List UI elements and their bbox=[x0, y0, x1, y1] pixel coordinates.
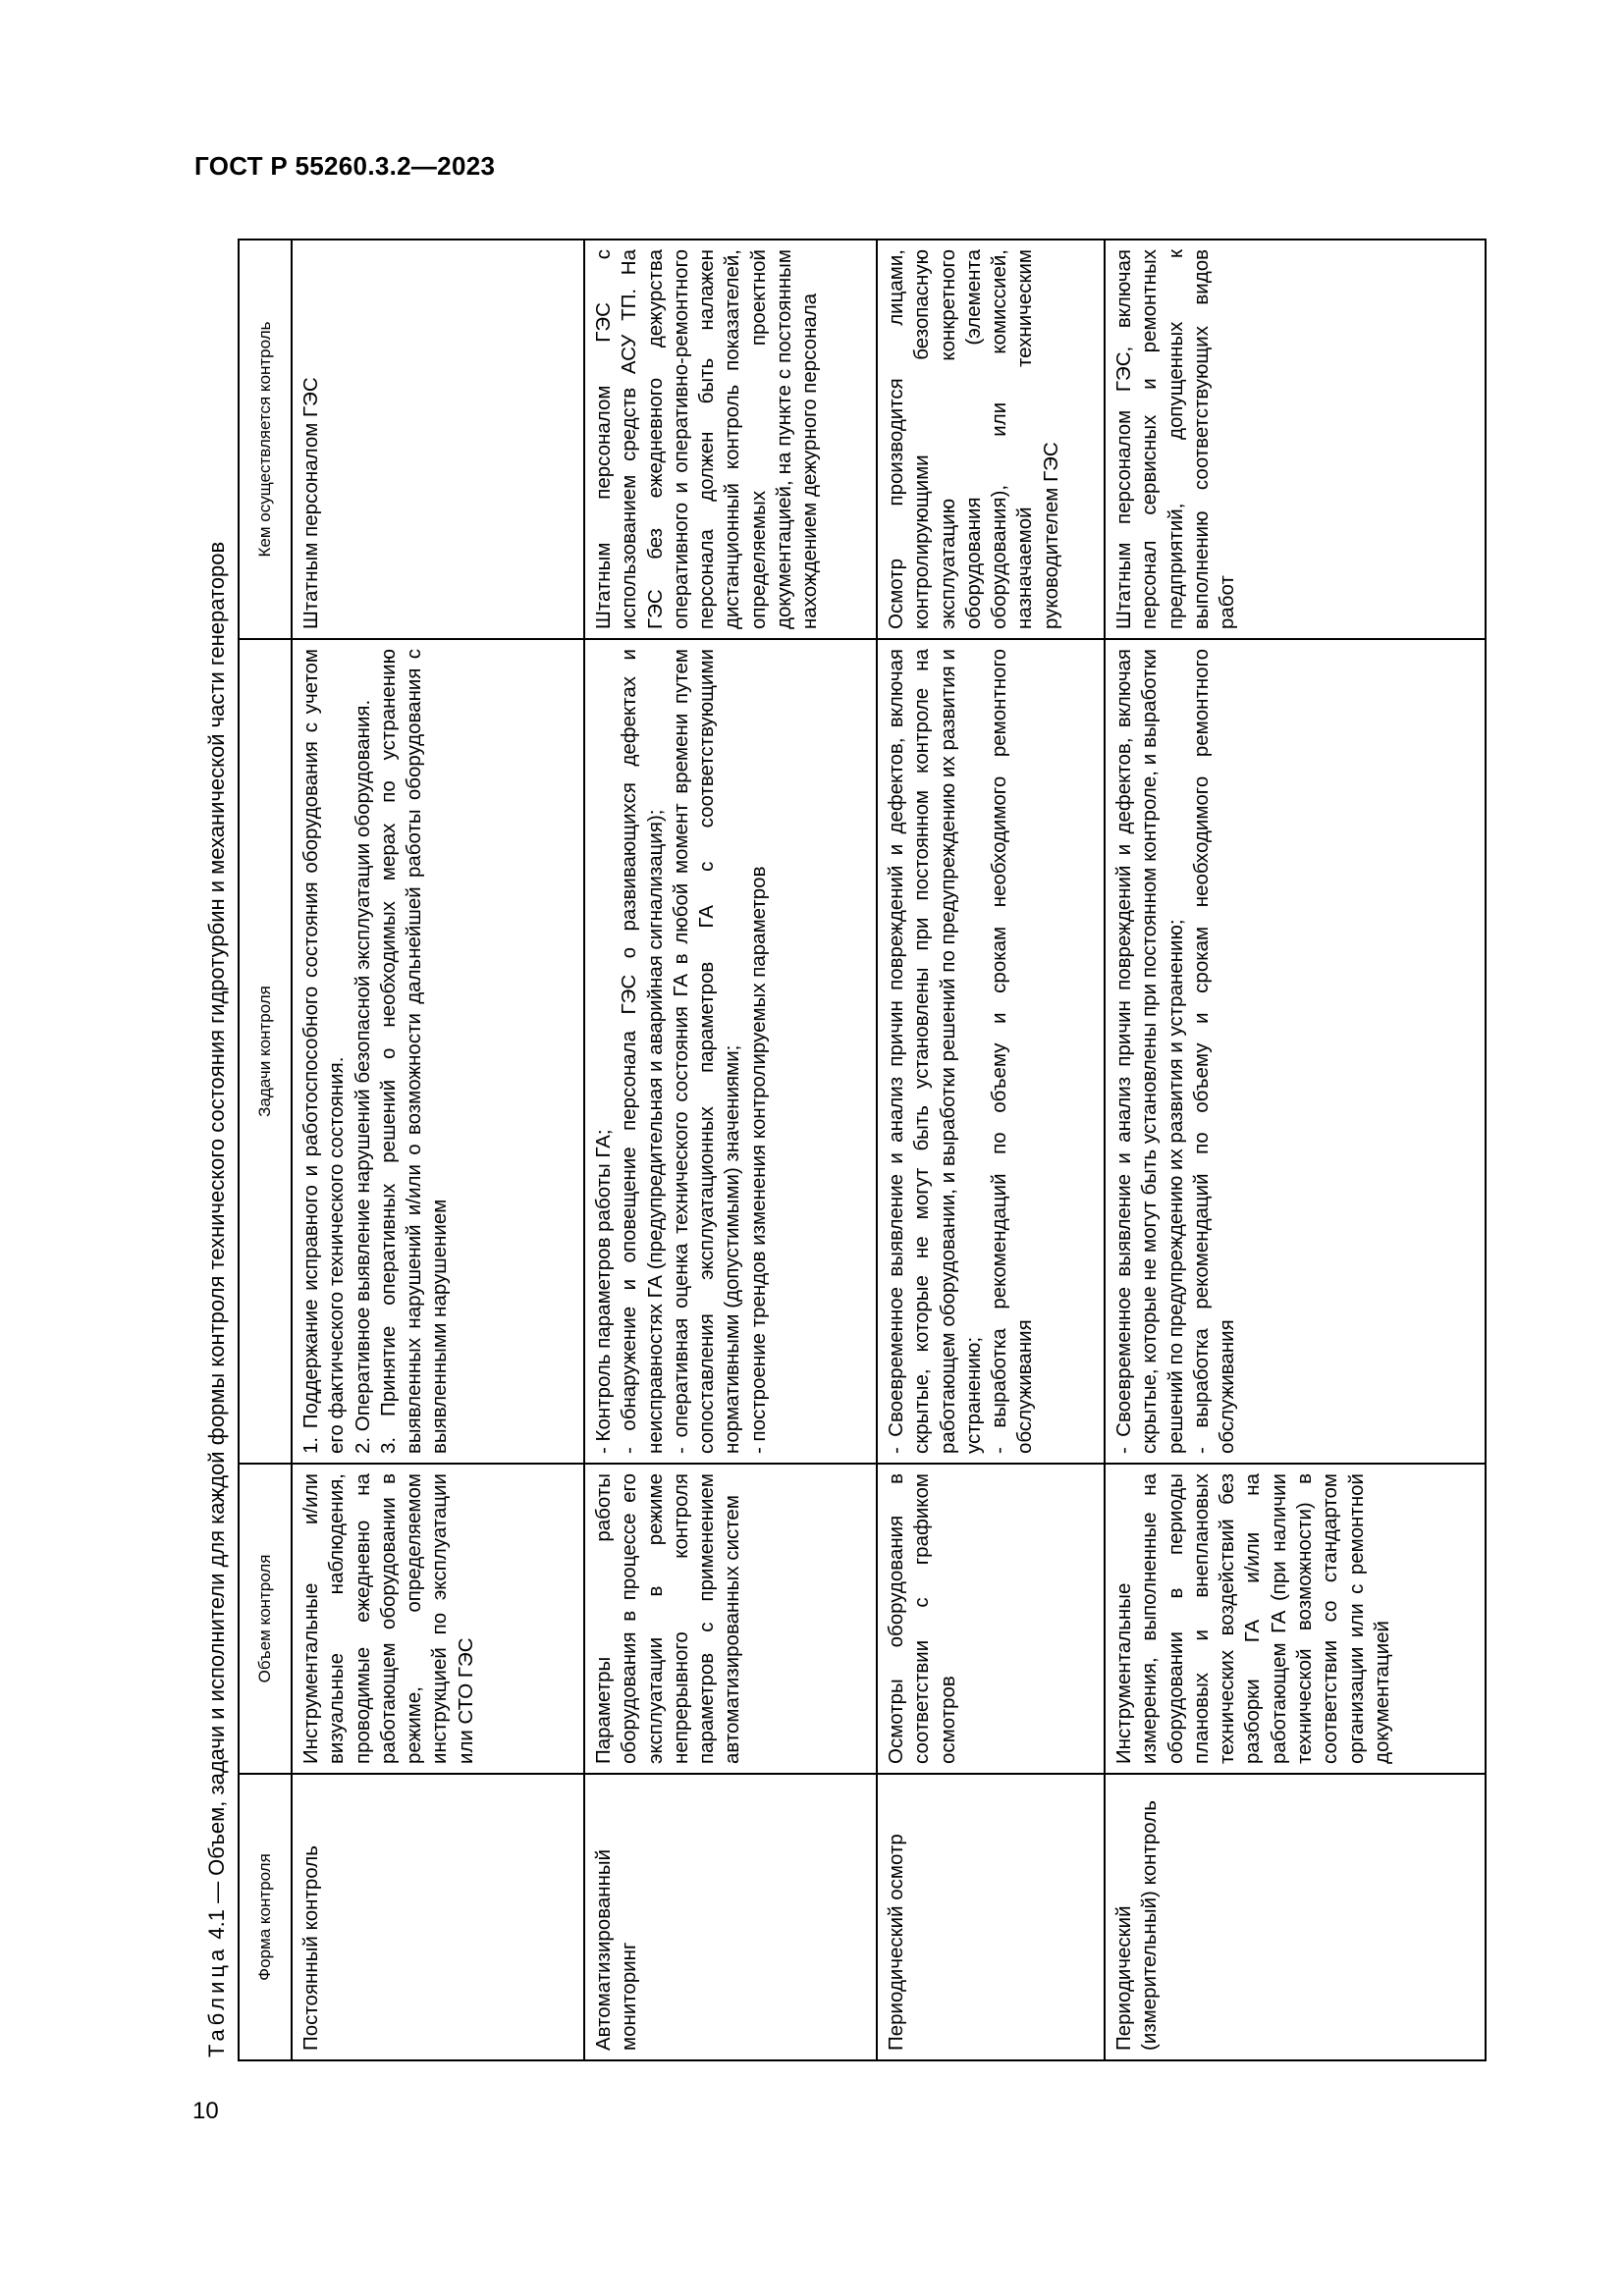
table-row bbox=[877, 240, 1105, 2060]
task-line: - построение трендов изменения контролируемых параметров bbox=[746, 866, 770, 1454]
column-header-who: Кем осуществляется контроль bbox=[239, 240, 292, 639]
column-header-form: Форма контроля bbox=[239, 1774, 292, 2060]
cell-scope: Инструментальные измерения, выполненные на оборудовании в периоды плановых и внеплановых технических воздействий без разборки ГА и/или на работающем ГА (при наличии технической возможности) в соответствии со стандартом организации или с ремонтной документацией bbox=[1105, 1464, 1486, 1774]
table-row bbox=[292, 240, 584, 2060]
cell-scope: Осмотры оборудования в соответствии с графиком осмотров bbox=[877, 1464, 1105, 1774]
cell-form: Периодический осмотр bbox=[877, 1774, 1105, 2060]
column-header-tasks: Задачи контроля bbox=[239, 639, 292, 1464]
page-number: 10 bbox=[192, 2098, 219, 2124]
table-header-row bbox=[239, 240, 292, 2060]
task-line: - Своевременное выявление и анализ причин повреждений и дефектов, включая скрытые, которые не могут быть установлены при постоянном контроле на работающем оборудовании, и выработки решений по предупреждению их развития и устранению; bbox=[885, 649, 985, 1454]
cell-form: Постоянный контроль bbox=[292, 1774, 584, 2060]
cell-form: Периодический (измерительный) контроль bbox=[1105, 1774, 1486, 2060]
document-header: ГОСТ Р 55260.3.2—2023 bbox=[194, 151, 496, 181]
cell-who: Осмотр производится лицами, контролирующими безопасную эксплуатацию конкретного оборудования (элемента оборудования), или комиссией, назначаемой техническим руководителем ГЭС bbox=[877, 240, 1105, 639]
table-caption bbox=[196, 137, 238, 2061]
cell-tasks bbox=[292, 639, 584, 1464]
task-line: - Своевременное выявление и анализ причин повреждений и дефектов, включая скрытые, которые не могут быть установлены при постоянном контроле, и выработки решений по предупреждению их развития и устранению; bbox=[1112, 649, 1187, 1454]
cell-who: Штатным персоналом ГЭС, включая персонал сервисных и ремонтных предприятий, допущенных к выполнению соответствующих видов работ bbox=[1105, 240, 1486, 639]
task-line: - обнаружение и оповещение персонала ГЭС о развивающихся дефектах и неисправностях ГА (предупредительная и аварийная сигнализация); bbox=[618, 649, 667, 1454]
table-row bbox=[584, 240, 877, 2060]
cell-form: Автоматизированный мониторинг bbox=[584, 1774, 877, 2060]
control-table bbox=[238, 239, 1487, 2061]
cell-scope: Параметры работы оборудования в процессе его эксплуатации в режиме непрерывного контроля параметров с применением автоматизированных систем bbox=[584, 1464, 877, 1774]
task-line: 3. Принятие оперативных решений о необходимых мерах по устранению выявленных нарушений и/или о возможности дальнейшей работы оборудования с выявленными нарушением bbox=[376, 649, 452, 1454]
task-line: 2. Оперативное выявление нарушений безопасной эксплуатации оборудования. bbox=[351, 699, 374, 1454]
table-row bbox=[1105, 240, 1486, 2060]
task-line: - выработка рекомендаций по объему и срокам необходимого ремонтного обслуживания bbox=[1189, 649, 1239, 1454]
cell-who: Штатным персоналом ГЭС bbox=[292, 240, 584, 639]
caption-text: 4.1 — Объем, задачи и исполнители для каждой формы контроля технического состояния гидротурбин и механической части генераторов bbox=[204, 541, 229, 1946]
task-line: - Контроль параметров работы ГА; bbox=[592, 1129, 615, 1454]
column-header-scope: Объем контроля bbox=[239, 1464, 292, 1774]
rotated-table-block bbox=[196, 137, 1443, 2061]
cell-tasks bbox=[877, 639, 1105, 1464]
task-line: 1. Поддержание исправного и работоспособного состояния оборудования с учетом его фактического технического состояния. bbox=[299, 649, 349, 1454]
task-line: - выработка рекомендаций по объему и срокам необходимого ремонтного обслуживания bbox=[988, 649, 1037, 1454]
cell-who: Штатным персоналом ГЭС с использованием средств АСУ ТП. На ГЭС без ежедневного дежурства оперативного и оперативно-ремонтного персонала должен быть налажен дистанционный контроль показателей, определяемых проектной документацией, на пункте с постоянным нахождением дежурного персонала bbox=[584, 240, 877, 639]
task-line: - оперативная оценка технического состояния ГА в любой момент времени путем сопоставления эксплуатационных параметров ГА с соответствующими нормативными (допустимыми) значениями; bbox=[669, 649, 744, 1454]
caption-prefix: Таблица bbox=[204, 1945, 229, 2057]
cell-tasks bbox=[1105, 639, 1486, 1464]
cell-scope: Инструментальные и/или визуальные наблюдения, проводимые ежедневно на работающем оборудовании в режиме, определяемом инструкцией по эксплуатации или СТО ГЭС bbox=[292, 1464, 584, 1774]
cell-tasks bbox=[584, 639, 877, 1464]
